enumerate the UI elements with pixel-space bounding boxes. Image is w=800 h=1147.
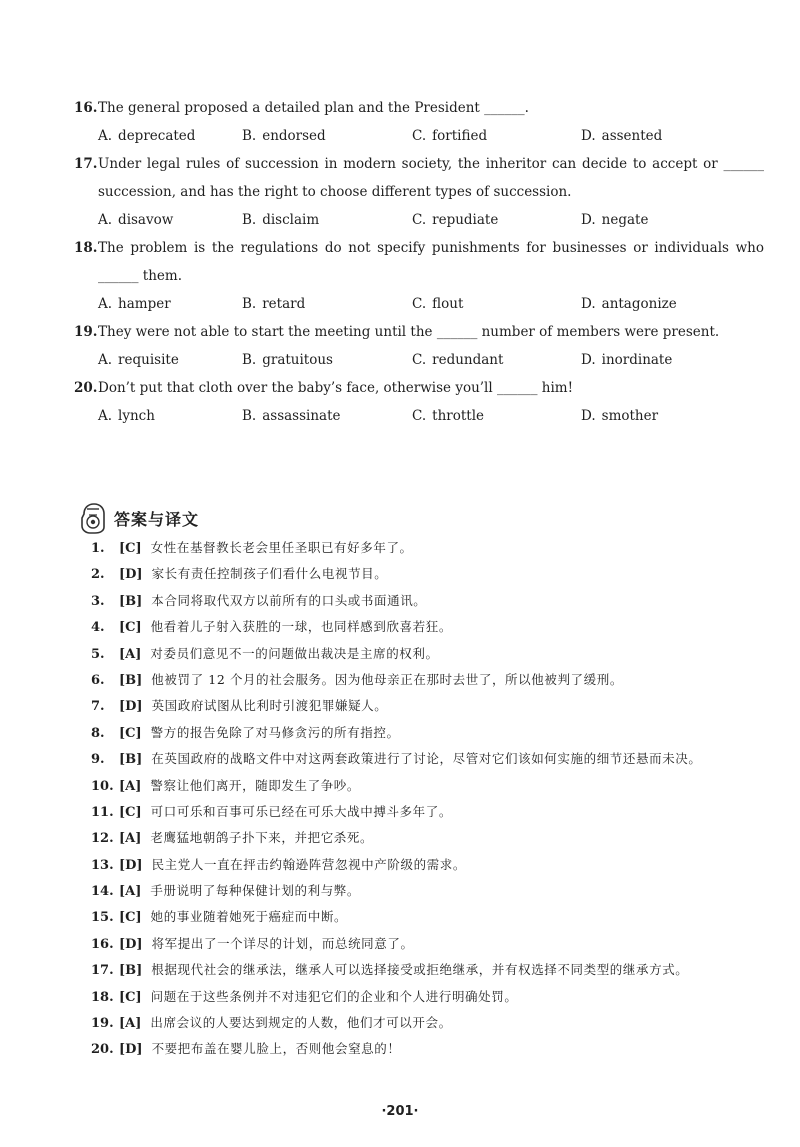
option-text: requisite: [118, 352, 179, 368]
option-text: hamper: [118, 296, 171, 312]
answer-row: [91, 670, 771, 696]
answer-letter: [C]: [119, 804, 142, 820]
answer-row: [91, 723, 771, 749]
question-text: The problem is the regulations do not specify punishments for businesses or individuals who ______ them.: [98, 240, 764, 284]
answer-translation: 他被罚了 12 个月的社会服务。因为他母亲正在那时去世了，所以他被判了缓刑。: [151, 671, 623, 687]
answer-option: [581, 206, 648, 234]
answer-letter: [B]: [119, 672, 143, 688]
answer-translation: 手册说明了每种保健计划的利与弊。: [150, 883, 360, 899]
option-letter: C.: [412, 212, 427, 228]
answer-translation: 警方的报告免除了对马修贪污的所有指控。: [150, 724, 400, 740]
option-text: redundant: [432, 352, 504, 368]
answer-option: [581, 402, 658, 430]
option-text: throttle: [432, 408, 484, 424]
answer-translation: 问题在于这些条例并不对违犯它们的企业和个人进行明确处罚。: [150, 988, 518, 1004]
answer-number: 10.: [91, 778, 114, 794]
answer-row: [91, 591, 771, 617]
option-text: antagonize: [601, 296, 677, 312]
answer-translation: 英国政府试图从比利时引渡犯罪嫌疑人。: [151, 698, 388, 714]
answer-option: [98, 402, 242, 430]
answer-option: [242, 402, 412, 430]
answer-translation: 不要把布盖在婴儿脸上，否则他会窒息的！: [151, 1041, 401, 1057]
option-text: flout: [432, 296, 464, 312]
answer-number: 18.: [91, 989, 114, 1005]
question-number: 18.: [74, 240, 98, 256]
option-letter: D.: [581, 296, 596, 312]
option-letter: D.: [581, 408, 596, 424]
option-letter: C.: [412, 352, 427, 368]
answer-option: [242, 122, 412, 150]
answer-translation: 民主党人一直在抨击约翰逊阵营忽视中产阶级的需求。: [151, 856, 466, 872]
answer-letter: [D]: [119, 936, 143, 952]
answer-letter: [D]: [119, 699, 143, 715]
answer-letter: [B]: [119, 752, 143, 768]
answer-letter: [A]: [119, 646, 142, 662]
question-stem: [74, 234, 764, 290]
option-letter: C.: [412, 408, 427, 424]
answer-option: [412, 290, 581, 318]
question-number: 20.: [74, 380, 98, 396]
answer-option: [412, 122, 581, 150]
option-letter: A.: [98, 128, 113, 144]
answer-number: 4.: [91, 620, 105, 636]
answer-letter: [D]: [119, 857, 143, 873]
answer-letter: [A]: [119, 831, 142, 847]
answer-row: [91, 934, 771, 960]
answer-number: 20.: [91, 1042, 114, 1058]
answer-letter: [B]: [119, 963, 143, 979]
option-row: [74, 122, 764, 150]
answer-number: 12.: [91, 831, 114, 847]
option-letter: D.: [581, 212, 596, 228]
answer-option: [98, 346, 242, 374]
answer-row: [91, 881, 771, 907]
option-text: repudiate: [432, 212, 499, 228]
option-letter: D.: [581, 352, 596, 368]
answer-translation: 对委员们意见不一的问题做出裁决是主席的权利。: [150, 645, 439, 661]
answer-translation: 在英国政府的战略文件中对这两套政策进行了讨论，尽管对它们该如何实施的细节还悬而未决。: [151, 751, 702, 767]
answer-number: 17.: [91, 963, 114, 979]
answer-option: [242, 346, 412, 374]
answer-row: [91, 802, 771, 828]
question-stem: [74, 374, 764, 402]
option-letter: B.: [242, 352, 257, 368]
answer-option: [581, 122, 662, 150]
option-text: fortified: [432, 128, 488, 144]
answer-row: [91, 538, 771, 564]
answer-option: [98, 122, 242, 150]
question-text: The general proposed a detailed plan and the President ______.: [98, 100, 529, 116]
option-text: gratuitous: [262, 352, 333, 368]
answer-row: [91, 907, 771, 933]
answers-title: 答案与译文: [114, 509, 200, 529]
answer-letter: [D]: [119, 567, 143, 583]
answer-letter: [B]: [119, 593, 143, 609]
option-text: disclaim: [262, 212, 320, 228]
answer-row: [91, 1039, 771, 1065]
option-letter: A.: [98, 296, 113, 312]
answer-translation: 她的事业随着她死于癌症而中断。: [150, 909, 348, 925]
answer-number: 16.: [91, 936, 114, 952]
answer-number: 3.: [91, 593, 105, 609]
answer-row: [91, 960, 771, 986]
answer-translation: 将军提出了一个详尽的计划，而总统同意了。: [151, 935, 414, 951]
answer-number: 2.: [91, 567, 105, 583]
question-stem: [74, 318, 764, 346]
question-text: Under legal rules of succession in modern society, the inheritor can decide to accept or ______ succession, and has the right to choose different types of succession.: [98, 156, 764, 200]
answer-row: [91, 696, 771, 722]
answer-translation: 可口可乐和百事可乐已经在可乐大战中搏斗多年了。: [150, 803, 452, 819]
answer-letter: [A]: [119, 778, 142, 794]
answer-letter: [C]: [119, 620, 142, 636]
answer-option: [242, 290, 412, 318]
answer-key-icon: [78, 502, 108, 534]
answer-number: 14.: [91, 884, 114, 900]
answer-number: 15.: [91, 910, 114, 926]
answer-list: [91, 538, 771, 1066]
answer-row: [91, 617, 771, 643]
answer-translation: 本合同将取代双方以前所有的口头或书面通讯。: [151, 592, 427, 608]
answer-translation: 警察让他们离开，随即发生了争吵。: [150, 777, 360, 793]
answer-translation: 家长有责任控制孩子们看什么电视节目。: [151, 566, 388, 582]
answer-number: 7.: [91, 699, 105, 715]
answer-letter: [C]: [119, 541, 142, 556]
option-text: inordinate: [601, 352, 673, 368]
option-text: smother: [601, 408, 659, 424]
option-row: [74, 346, 764, 374]
option-row: [74, 402, 764, 430]
answer-option: [98, 206, 242, 234]
option-letter: B.: [242, 128, 257, 144]
answer-option: [242, 206, 412, 234]
answer-letter: [C]: [119, 725, 142, 741]
option-text: retard: [262, 296, 306, 312]
answer-row: [91, 644, 771, 670]
answer-option: [581, 346, 672, 374]
answer-option: [412, 402, 581, 430]
answer-row: [91, 564, 771, 590]
question-stem: [74, 150, 764, 206]
answer-option: [98, 290, 242, 318]
page-number: ·201·: [381, 1104, 419, 1119]
question-text: They were not able to start the meeting until the ______ number of members were present.: [98, 324, 720, 340]
option-text: negate: [601, 212, 649, 228]
answer-letter: [C]: [119, 910, 142, 926]
question-number: 19.: [74, 324, 98, 340]
answer-row: [91, 1013, 771, 1039]
answer-row: [91, 776, 771, 802]
option-letter: A.: [98, 212, 113, 228]
question-number: 16.: [74, 100, 98, 116]
answer-number: 13.: [91, 857, 114, 873]
answer-letter: [C]: [119, 989, 142, 1005]
answer-number: 19.: [91, 1016, 114, 1032]
option-letter: B.: [242, 408, 257, 424]
question-stem: [74, 94, 764, 122]
option-text: deprecated: [118, 128, 196, 144]
option-text: lynch: [118, 408, 155, 424]
option-letter: C.: [412, 128, 427, 144]
option-text: disavow: [118, 212, 174, 228]
option-letter: A.: [98, 352, 113, 368]
answer-number: 9.: [91, 752, 105, 768]
question-list: [74, 94, 764, 430]
answer-row: [91, 987, 771, 1013]
answer-translation: 老鹰猛地朝鸽子扑下来，并把它杀死。: [150, 830, 374, 846]
answer-translation: 他看着儿子射入获胜的一球，也同样感到欣喜若狂。: [150, 619, 452, 635]
answer-number: 11.: [91, 804, 114, 820]
answer-row: [91, 855, 771, 881]
answer-letter: [A]: [119, 1016, 142, 1032]
answer-number: 8.: [91, 725, 105, 741]
answer-letter: [D]: [119, 1042, 143, 1058]
option-letter: D.: [581, 128, 596, 144]
option-letter: C.: [412, 296, 427, 312]
answer-number: 5.: [91, 646, 105, 662]
answer-option: [412, 346, 581, 374]
answer-row: [91, 749, 771, 775]
answer-option: [412, 206, 581, 234]
option-text: assented: [601, 128, 663, 144]
option-row: [74, 290, 764, 318]
answer-number: 1.: [91, 541, 105, 556]
option-letter: B.: [242, 296, 257, 312]
option-letter: B.: [242, 212, 257, 228]
answer-letter: [A]: [119, 884, 142, 900]
option-row: [74, 206, 764, 234]
option-letter: A.: [98, 408, 113, 424]
option-text: endorsed: [262, 128, 326, 144]
option-text: assassinate: [262, 408, 341, 424]
answers-header: [78, 502, 199, 534]
question-text: Don’t put that cloth over the baby’s face, otherwise you’ll ______ him!: [98, 380, 574, 396]
answer-translation: 女性在基督教长老会里任圣职已有好多年了。: [150, 540, 413, 555]
answer-translation: 根据现代社会的继承法，继承人可以选择接受或拒绝继承，并有权选择不同类型的继承方式。: [151, 962, 689, 978]
answer-number: 6.: [91, 672, 105, 688]
answer-translation: 出席会议的人要达到规定的人数，他们才可以开会。: [150, 1015, 452, 1031]
question-number: 17.: [74, 156, 98, 172]
answer-option: [581, 290, 677, 318]
answer-row: [91, 828, 771, 854]
